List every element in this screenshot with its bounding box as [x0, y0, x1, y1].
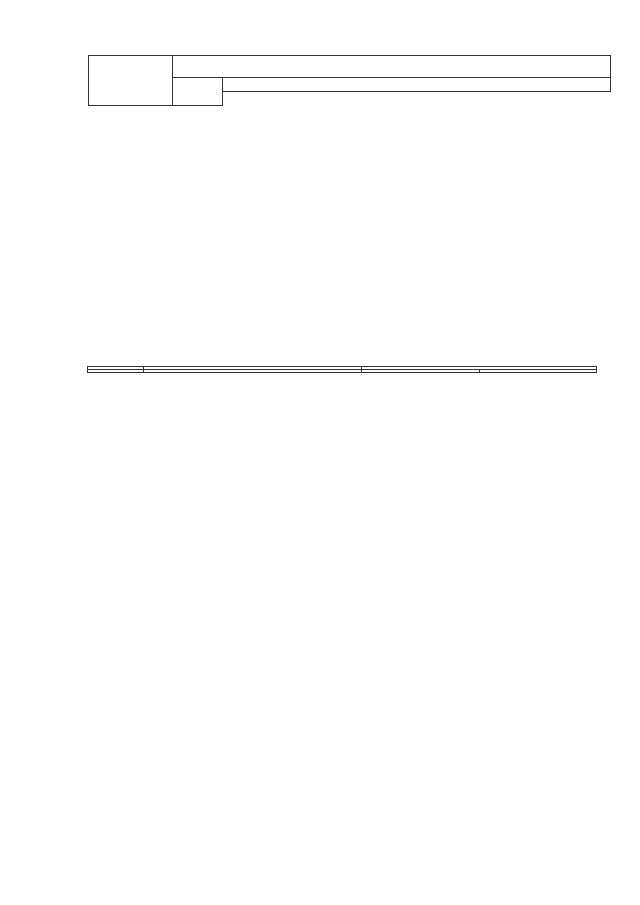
row-7-total-b	[480, 370, 597, 373]
row-7	[88, 370, 597, 373]
passport-table	[87, 366, 597, 373]
financing-table	[88, 55, 611, 106]
total-header	[173, 78, 223, 106]
financing-table-header	[89, 56, 611, 106]
period-header	[223, 78, 611, 92]
row-7-total-a	[362, 370, 480, 373]
row-7-label	[144, 370, 362, 373]
row-7-number	[88, 370, 144, 373]
variant-header	[173, 56, 611, 78]
sources-header	[89, 56, 173, 106]
